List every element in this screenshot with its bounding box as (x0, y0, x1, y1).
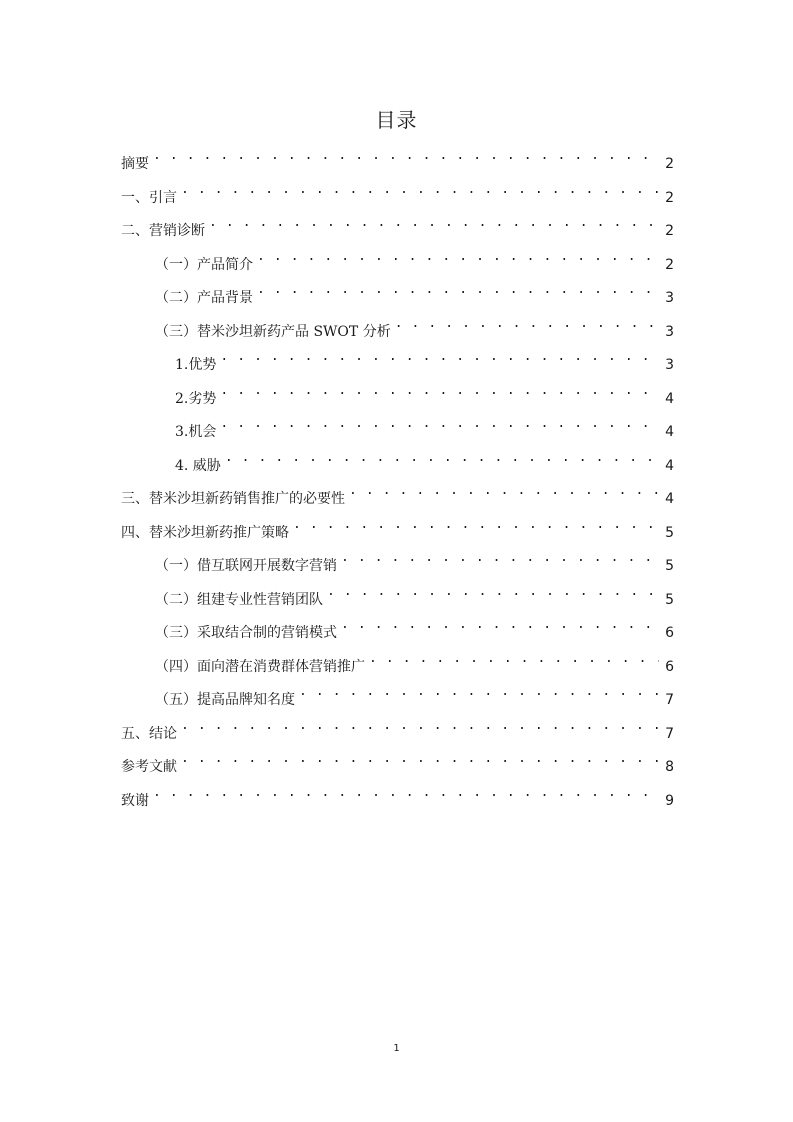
toc-leader-dots (181, 714, 659, 738)
toc-entry[interactable] (121, 243, 674, 277)
toc-entry-page: 5 (665, 591, 674, 608)
toc-leader-dots (181, 747, 659, 771)
toc-leader-dots (181, 178, 659, 202)
toc-title: 目录 (375, 108, 418, 132)
toc-leader-dots (220, 412, 659, 436)
toc-leader-dots (349, 479, 659, 503)
page-number: 1 (393, 1043, 400, 1054)
toc-entry[interactable] (121, 578, 674, 612)
toc-entry-label: 一、引言 (121, 189, 177, 206)
toc-entry-page: 2 (665, 156, 674, 172)
toc-entry-page: 2 (665, 223, 674, 239)
toc-entry-label: 参考文献 (121, 759, 177, 775)
toc-leader-dots (299, 680, 659, 704)
toc-entry-label: 五、结论 (121, 725, 177, 742)
toc-entry[interactable] (121, 410, 674, 444)
toc-entry-label: 三、替米沙坦新药销售推广的必要性 (121, 491, 345, 507)
toc-entry-page: 4 (665, 457, 674, 474)
toc-entry-label: （一）产品简介 (155, 256, 253, 273)
toc-entry-page: 4 (665, 390, 674, 407)
toc-entry[interactable] (121, 611, 674, 645)
toc-entry-page: 3 (665, 323, 674, 340)
toc-leader-dots (369, 647, 659, 671)
toc-entry[interactable] (121, 745, 674, 779)
toc-entry-label: 致谢 (121, 792, 149, 809)
toc-entry[interactable] (121, 142, 674, 176)
toc-entry-label: （二）组建专业性营销团队 (155, 591, 323, 608)
toc-entry-label: 3.机会 (175, 424, 217, 440)
toc-entry-page: 9 (665, 792, 674, 809)
toc-entry-page: 3 (665, 290, 674, 306)
table-of-contents (121, 142, 674, 812)
toc-entry-label: 二、营销诊断 (121, 223, 205, 239)
toc-leader-dots (220, 345, 659, 369)
toc-entry-page: 2 (665, 189, 674, 206)
toc-entry[interactable] (121, 276, 674, 310)
toc-entry[interactable] (121, 310, 674, 344)
toc-leader-dots (220, 379, 659, 403)
toc-entry-page: 4 (665, 491, 674, 507)
toc-entry-label: （三）替米沙坦新药产品 SWOT 分析 (155, 323, 391, 340)
toc-entry[interactable] (121, 477, 674, 511)
toc-entry[interactable] (121, 544, 674, 578)
toc-leader-dots (153, 781, 659, 805)
toc-entry[interactable] (121, 444, 674, 478)
toc-entry[interactable] (121, 645, 674, 679)
toc-leader-dots (293, 513, 659, 537)
toc-entry-label: （二）产品背景 (155, 290, 253, 306)
toc-entry-page: 5 (665, 558, 674, 574)
toc-leader-dots (257, 278, 659, 302)
toc-entry-label: （三）采取结合制的营销模式 (155, 625, 337, 641)
toc-entry[interactable] (121, 511, 674, 545)
toc-entry-page: 2 (665, 256, 674, 273)
toc-entry[interactable] (121, 343, 674, 377)
toc-entry-page: 5 (665, 524, 674, 541)
toc-entry-page: 3 (665, 357, 674, 373)
toc-entry-label: 1.优势 (175, 357, 217, 373)
toc-leader-dots (209, 211, 659, 235)
toc-entry-page: 6 (665, 625, 674, 641)
toc-entry-label: 摘要 (121, 156, 149, 172)
toc-entry[interactable] (121, 209, 674, 243)
toc-entry-page: 7 (665, 725, 674, 742)
toc-leader-dots (395, 312, 659, 336)
toc-entry-page: 7 (665, 692, 674, 708)
toc-entry-label: （四）面向潜在消费群体营销推广 (155, 658, 365, 675)
toc-entry-page: 6 (665, 658, 674, 675)
toc-leader-dots (327, 580, 659, 604)
toc-entry-label: 四、替米沙坦新药推广策略 (121, 524, 289, 541)
toc-entry[interactable] (121, 176, 674, 210)
toc-entry-label: 4. 威胁 (175, 457, 221, 474)
toc-leader-dots (341, 613, 659, 637)
toc-entry[interactable] (121, 712, 674, 746)
toc-leader-dots (225, 446, 659, 470)
toc-entry-label: （五）提高品牌知名度 (155, 692, 295, 708)
toc-entry-page: 4 (665, 424, 674, 440)
toc-entry[interactable] (121, 779, 674, 813)
toc-leader-dots (257, 245, 659, 269)
toc-entry[interactable] (121, 377, 674, 411)
toc-entry-label: （一）借互联网开展数字营销 (155, 558, 337, 574)
toc-leader-dots (341, 546, 659, 570)
toc-entry[interactable] (121, 678, 674, 712)
toc-entry-label: 2.劣势 (175, 390, 217, 407)
toc-leader-dots (153, 144, 659, 168)
toc-entry-page: 8 (665, 759, 674, 775)
